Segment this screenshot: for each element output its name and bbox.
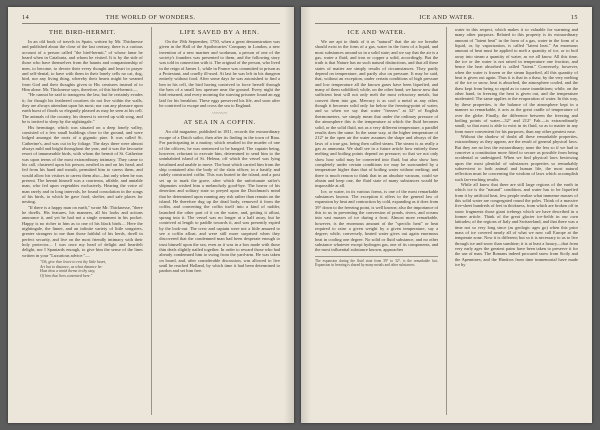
right-page bbox=[301, 7, 592, 423]
paragraph: water in this respect, which makes it so valuable for warming and many other purposes. Related to this property is its extraordinary amount of "latent heat" in the form of a gas, water in the form of a liquid, or, by vaporization, is called "latent heat." An enormous amount of heat must be applied to melt a quantity of ice, or to boil away into steam a quantity of water, as we all know. All this time, the ice or the water is not raised in temperature one fraction, and hence the heat absorbed is called "latent." Conversely, however, when the water is frozen or the steam liquefied, all this quantity of heat is given out again. Thus it is that in a thaw, by the very melting of the ice or snow, heat is absorbed, the atmosphere cooled, and the thaw kept from being so rapid as to cause inundations; while, on the other hand, in freezing the heat is given out, and the temperature moderated. The same applies to the evaporation of water. In this way, by these properties, is the balance of the atmosphere kept in a manner so remarkable, it acts as the great cradle of temperature of over the globe. Finally, the difference between the freezing and boiling points of water—32° and 212° Fah.—is extraordinarily small; so that most is able to exist in its fluid, so as to matter in any form more convenient for his purposes, than any other greatest ease. bbox=[454, 27, 578, 134]
paragraph: Without the shadow of doubt all these remarkable properties, extraordinary as they appear, are the result of general physical laws. But they are no less the extraordinary; none the less so if we had to conceive a constitution more fitted to secure as possible from being accidental or undesigned. When we find physical laws bestowing upon the most plentiful of substances properties so remarkably subservient to both animal and human life, the most natural reflection must be concerning the wisdom of laws which accomplish such far-reaching results. bbox=[454, 133, 578, 182]
article-title: THE BIRD-HERMIT. bbox=[49, 29, 116, 36]
article-title: ICE AND WATER. bbox=[347, 29, 406, 36]
column-1 bbox=[315, 27, 438, 415]
page-number: 14 bbox=[22, 14, 30, 21]
paragraph: On the 19th September, 1750, when a great demonstration was given in the Hall of the Apothecaries' Company in London, a new invention of a new mariner and workman, a person of one of the society's founders was presented to them, and the following story was told in connection with it. The original of the person, who lived in the reign of James I., while in France was committed to prison as a Protestant, and cruelly ill-used. At last he was left in his dungeon entirely without food. After some days he was astonished to find a hen in his cell, the bird having contrived to force herself through the bars of a small low aperture near the ground. Every night the bird returned, and every morning the starving prisoner found an egg laid for his breakfast. These eggs preserved his life, and soon after he contrived to escape and cross the sea to England. bbox=[159, 39, 280, 109]
running-head bbox=[315, 14, 578, 24]
verse-line: Art but to distance, as what distance be: bbox=[40, 264, 103, 269]
column-2 bbox=[159, 27, 280, 415]
article-title: AT SEA IN A COFFIN. bbox=[183, 119, 256, 127]
running-head-spacer bbox=[272, 14, 280, 21]
paragraph: His hermitage, which was situated on a deep lonely valley, consisted of a few small buildings close to the ground, and were lodged amongst the roots of a gigantic pine. It was called St. Catherine's, and was cut in by foliage. The days there were almost always mild and bright throughout the year, and it was the favourite resort of innumerable birds, with whom the hermit of St. Catherine was upon terms of the most extraordinary intimacy. They came to his call, clustered upon his person, nestled in and on his head, and fed from his hand and mouth, permitted him to caress them, and would allow his visitors to caress them also—but only when he was present. The hermit himself was a courteous, affable, and amiable man, who fed upon vegetables exclusively. Hearing the voice of man rarely and in long intervals, he found consolation in the songs of his birds, to which he gave food, shelter, and safe places for nesting. bbox=[22, 124, 143, 205]
columns bbox=[22, 27, 280, 415]
running-title: THE WORLD OF WONDERS. bbox=[105, 14, 196, 21]
paragraph: In an old book of travels in Spain, written by Mr. Thicknesse and published about the close of the last century, there is a curious account of a person called "the bird-hermit," of whose fame he heard when in Catalonia, and whom he visited. It is by the side of those who have themselves from the haunts and companionship of men, to become, to devote their every thought and heart to prayer and self-denial, to have with them in their lonely cells no cat, dog, bird, nor any living thing, whereby their hearts might be weaned from God and their thoughts given to His creatures instead of to Him alone. Mr. Thicknesse says, therefore, of this bird-hermit:— bbox=[22, 39, 143, 93]
column-rule bbox=[446, 27, 447, 415]
paragraph: An old magazine, published in 1811, records the extraordinary escape of a Dutch sailor, then after its finding in the town of Riau. For participating in a mutiny, which resulted in the murder of one of the officers, he was sentenced to be hanged. The captain being, however, reluctant to execute him, determined to send him to the uninhabited island of St. Helena, off which the vessel was lying becalmed and unable to move. The boat which carried him from the ship contained also the body of the slain officer, in a hastily and rudely constructed coffin. This was buried in the island, and a post set up to mark the grave, after which the unfortunate sailor's shipmates wished him a melancholy good-bye. The horror of his desertion and solitary state so preyed upon the Dutchman's mind that he determined upon running any risk rather than remain on the island. He therefore dug up the dead body, removed it from the coffin, and converting the coffin itself into a kind of rudder, launched the other part of it on the water, and, getting it afloat, sprang into it. The vessel was no longer at a half away, but he contrived at length to paddle towards it, and was presently espied by the look-out. The crew and captain were not a little amazed to see a coffin afloat, and were still more surprised when they discovered that the condemned man had been desperate enough to trust himself upon the sea, even as it was in a box made with those thin deals slightly nailed together. In order to reward those who had already condemned him to swing from the yard-arm. He was taken on board, and, after considerable discussion, was allowed to live until he reached Holland, by which time it had been determined to pardon and set him free. bbox=[159, 129, 280, 274]
left-page bbox=[8, 7, 294, 423]
gutter-shadow bbox=[284, 7, 294, 423]
verse-quote bbox=[40, 260, 143, 278]
paragraph: While all know that there are still large regions of the earth in which ice is the "natural" condition, and water has to be liquefied from it by artificial heat, few people realize what immense masses of this solid water are congregated round the poles. Think of a massive five-sheet hundreds of feet in thickness, from which are broken off in snow fragments those giant icebergs which we have described in a former article. Think of the great glacier ice-fields in our own latitudes; of the regions of Italy and Switzerland, and that there was a time not so very long since (as geologic ages go) when this prior mass of ice covered nearly all of what we now call Europe at the temperate zone. Now it is different; but so it is necessary to us to live through ice and snow than sunshine; it is at least a luxury—that from very early ages the greatest pains have been taken to preserve it for the use of man. The Romans indeed procured snow from Sicily and the Apennines; and the Hindoos from time immemorial have made ice by bbox=[454, 181, 578, 268]
paragraph: "If there is a happy man on earth," wrote Mr. Thicknesse, "there he dwells. His features, his manners, all his looks and actions announce it, and yet he had not a single ornament in his pocket. Happy is no richer to him as to one of his black birds.... Here the nightingale, the linnet, and an infinite variety of little songsters, greater strangers to me than those faithful of his herds, dwell in perfect security, and live on the most friendly intimacy with their holy protector.... I was once my head of delight and heartfelt delight, nor I Spaniards enough, to give him the sense of the lines written in your "Luxurious advice:"— bbox=[22, 204, 143, 258]
running-head bbox=[22, 14, 280, 24]
verse-line: Hast thou a timid theme in thy stay, bbox=[40, 269, 96, 274]
verse-line: "Oh, give thee leave to rest thy little heart, bbox=[40, 260, 107, 265]
verse-line: Of him that lives contented here." bbox=[40, 273, 93, 278]
column-2 bbox=[455, 27, 578, 415]
section-divider: 〰〰〰 bbox=[212, 112, 228, 118]
column-rule bbox=[151, 27, 152, 415]
footnote: The expansion during the fluid state from 39° to 32°, is the remarkable fact. Expansion in freezing is shared by many metals and other substances. bbox=[315, 256, 438, 268]
article-title: LIFE SAVED BY A HEN. bbox=[179, 29, 260, 36]
running-head-spacer bbox=[315, 14, 323, 21]
paragraph: We are apt to think of it as "natural" that the air we breathe should exist in the form of a gas, water in the form of a liquid, and most substances around us in a solid state; and we say that the air is a gas, water a fluid, and iron or copper a solid, accordingly. But the truth is that Nature has no such natural distinctions, and that all these states of matter are simply results of circumstances. They partly depend on temperature, and partly also on pressure. It may be said, that, without an exception, under certain conditions of high pressure and low temperature all the known gases have been liquefied, and many of them solidified; while, on the other hand, we know now that sufficient heat will not only melt the most refractory metals, but convert them into gas. Mercury is as cool a metal as any other, though it becomes solid only far below the freezing-point of water; and so when we say that water "freezes" at 32° of English thermometers, we simply mean that under the ordinary pressure of the atmosphere this is the temperature at which the fluid becomes solid, or the solid fluid, not as a very different temperature, a parallel results does the same. In the same way, at the higher temperature of 212° in the open air the water assumes the shape and always of the laws of a true gas, being then called steam. The steam is as really a gas as ammonia. We shall see in a future article how entirely these melting and boiling points depend on pressure; so that we not only show how solid may be converted into fluid, but also show how completely under certain conditions ice may be surrounded by a temperature higher than that of boiling water without melting; and there is much reason to think that in an absolute vacuum, could we obtain and keep one, the fluid state of many substances would be impossible at all. bbox=[315, 39, 439, 189]
paragraph: "He cannot be said to transgress the law, but he certainly evades it; for though his feathered courtiers do not live within the walls, they are always attendant upon his most; nor can any pleasure upon earth burst of floods so elegantly pleased as may be seen at his cell. The animals of the country, his dearest is served up with song, and he is invited to sleep by the nightingale." bbox=[22, 92, 143, 125]
columns bbox=[315, 27, 578, 415]
paragraph: Ice, or water, in its various forms, is one of the most remarkable substances known. The exception it offers to the general law of expansion by heat and contraction by cold, expanding as it does from 39° down to the freezing point, is well known; also the importance of this to us in preventing the conversion of ponds, rivers, and oceans into vast masses of ice during a frost. Almost more remarkable, however, is the enormous amount of the "specific heat" or heat required to raise a given weight by a given temperature, say a degree; while, conversely, heated water gives out again enormous heat in cooling one degree. No solid or fluid substance, and no other substance whatever except hydrogen gas, one of its components, and the most influential substance known, approaches bbox=[315, 188, 439, 253]
column-1 bbox=[22, 27, 143, 415]
running-title: ICE AND WATER. bbox=[419, 14, 475, 21]
page-number: 15 bbox=[570, 14, 578, 21]
gutter-shadow bbox=[301, 7, 311, 423]
